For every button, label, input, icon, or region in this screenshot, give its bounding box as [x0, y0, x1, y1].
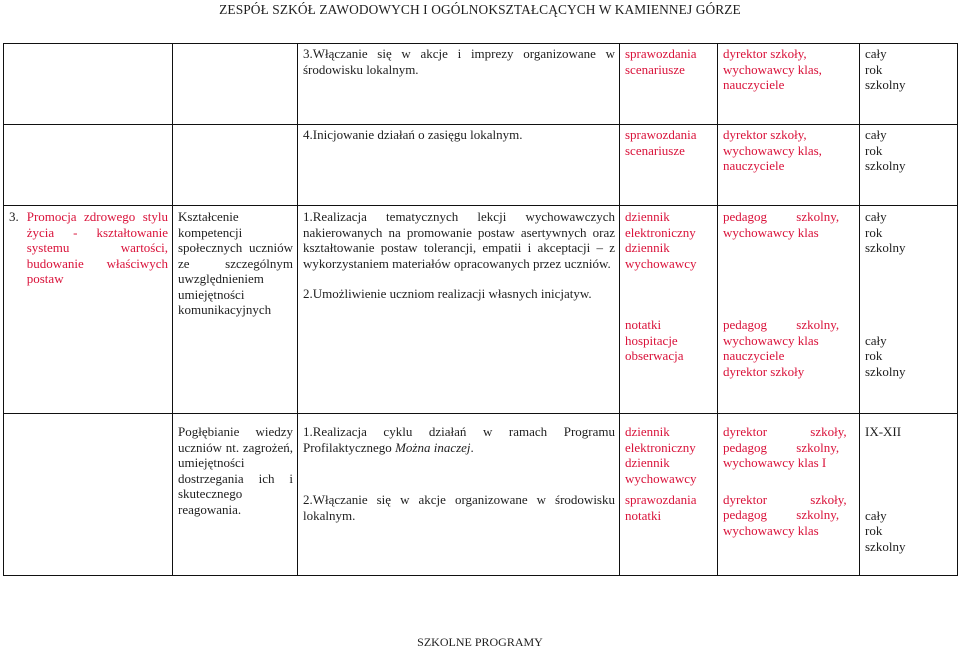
goal-cell: Pogłębianie wiedzy uczniów nt. zagrożeń, umiejętności dostrzegania ich i skutecznego reagowania. [173, 414, 298, 576]
evidence-cell: dziennik elektroniczny dziennik wychowawcy sprawozdania notatki [620, 414, 718, 576]
task-cell: 3.Włączanie się w akcje i imprezy organizowane w środowisku lokalnym. [298, 44, 620, 125]
document-footer: SZKOLNE PROGRAMY [417, 635, 543, 649]
evidence-cell: sprawozdania scenariusze [620, 125, 718, 206]
goal-cell [173, 125, 298, 206]
table-row [4, 44, 958, 125]
area-cell [4, 44, 173, 125]
evidence-cell: sprawozdania scenariusze [620, 44, 718, 125]
term-cell: cały rok szkolny [860, 125, 958, 206]
table-row [4, 414, 958, 576]
goal-cell: Kształcenie kompetencji społecznych uczniów ze szczególnym uwzględnieniem umiejętności komunikacyjnych [173, 206, 298, 414]
education-plan-table [3, 43, 958, 576]
term-cell: cały rok szkolny cały rok szkolny [860, 206, 958, 414]
area-title: Promocja zdrowego stylu życia - kształtowanie systemu wartości, budowanie właściwych postaw [26, 209, 168, 286]
term-cell: cały rok szkolny [860, 44, 958, 125]
goal-cell [173, 44, 298, 125]
evidence-cell: dziennik elektroniczny dziennik wychowawcy notatki hospitacje obserwacja [620, 206, 718, 414]
area-cell [4, 206, 173, 414]
table-row [4, 206, 958, 414]
responsible-cell: dyrektor szkoły, wychowawcy klas, nauczyciele [718, 125, 860, 206]
responsible-cell: pedagog szkolny, wychowawcy klas pedagog szkolny, wychowawcy klas nauczyciele dyrektor szkoły [718, 206, 860, 414]
task-cell: 1.Realizacja tematycznych lekcji wychowawczych nakierowanych na promowanie postaw asertywnych oraz kształtowanie postaw tolerancji, empatii i akceptacji – z wykorzystaniem materiałów opracowanych przez uczniów. 2.Umożliwienie uczniom realizacji własnych inicjatyw. [298, 206, 620, 414]
responsible-cell: dyrektor szkoły, wychowawcy klas, nauczyciele [718, 44, 860, 125]
task-cell: 4.Inicjowanie działań o zasięgu lokalnym. [298, 125, 620, 206]
task-cell: 1.Realizacja cyklu działań w ramach Programu Profilaktycznego Można inaczej. 2.Włączanie się w akcje organizowane w środowisku lokalnym. [298, 414, 620, 576]
area-number: 3. [9, 209, 19, 224]
table-row [4, 125, 958, 206]
responsible-cell: dyrektor szkoły, pedagog szkolny, wychowawcy klas I dyrektor szkoły, pedagog szkolny, wychowawcy klas [718, 414, 860, 576]
document-header: ZESPÓŁ SZKÓŁ ZAWODOWYCH I OGÓLNOKSZTAŁCĄCYCH W KAMIENNEJ GÓRZE [219, 2, 741, 17]
area-cell [4, 125, 173, 206]
area-cell [4, 414, 173, 576]
term-cell: IX-XII cały rok szkolny [860, 414, 958, 576]
